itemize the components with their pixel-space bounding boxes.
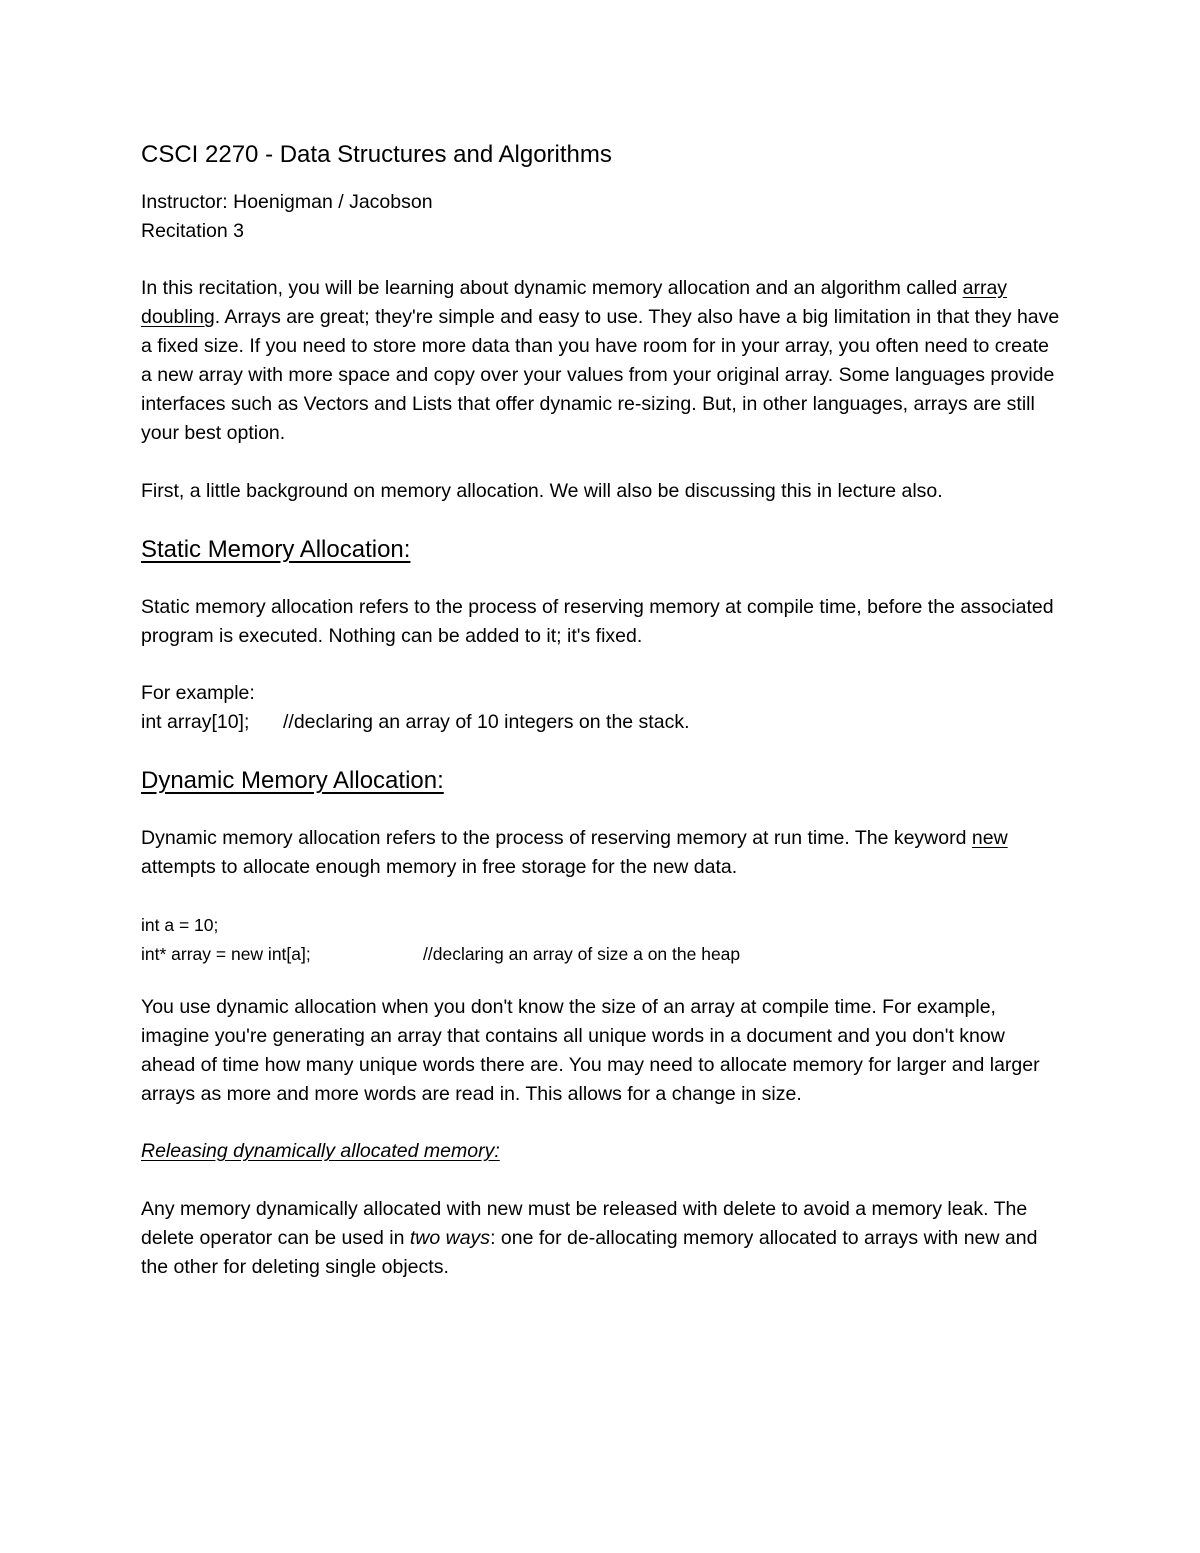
spacer xyxy=(141,651,1061,679)
intro-text-part2: . Arrays are great; they're simple and easy to use. They also have a big limitation in that they have a fixed size. If you need to store more data than you have room for in your array, you often need to create a new array with more space and copy over your values from your original array. Some languages provide interfaces such as Vectors and Lists that offer dynamic re-sizing. But, in other languages, arrays are still your best option. xyxy=(141,306,1060,444)
spacer xyxy=(141,1109,1061,1137)
dynamic-allocation-heading: Dynamic Memory Allocation: xyxy=(141,767,444,794)
release-text-part2: : one for de-allocating memory allocated to arrays with new and the other for deleting single objects. xyxy=(141,1227,1038,1278)
static-example-code: int array[10]; xyxy=(141,711,250,733)
spacer xyxy=(141,796,1061,824)
spacer xyxy=(141,737,1061,766)
dynamic-description-part1: Dynamic memory allocation refers to the process of reserving memory at run time. The keyword xyxy=(141,827,972,849)
document-title: CSCI 2270 - Data Structures and Algorithms xyxy=(141,141,612,168)
array-doubling-term: array doubling xyxy=(141,277,1008,328)
dynamic-code-line-2-comment: //declaring an array of size a on the heap xyxy=(423,944,741,964)
document-page xyxy=(141,140,1061,1282)
release-text-part1: Any memory dynamically allocated with new must be released with delete to avoid a memory leak. The delete operator can be used in xyxy=(141,1198,1028,1249)
spacer xyxy=(141,1166,1061,1195)
recitation-line: Recitation 3 xyxy=(141,220,244,242)
intro-paragraph xyxy=(141,274,1061,448)
spacer xyxy=(141,882,1061,911)
instructor-line: Instructor: Hoenigman / Jacobson xyxy=(141,191,433,213)
spacer xyxy=(141,448,1061,477)
spacer xyxy=(141,565,1061,593)
static-allocation-heading: Static Memory Allocation: xyxy=(141,536,411,563)
releasing-memory-paragraph xyxy=(141,1195,1061,1282)
background-paragraph: First, a little background on memory allocation. We will also be discussing this in lecture also. xyxy=(141,480,943,502)
static-allocation-description: Static memory allocation refers to the process of reserving memory at compile time, before the associated program is executed. Nothing can be added to it; it's fixed. xyxy=(141,596,1054,647)
dynamic-allocation-description xyxy=(141,824,1061,882)
intro-text-part1: In this recitation, you will be learning about dynamic memory allocation and an algorithm called xyxy=(141,277,963,299)
dynamic-code-line-2-code: int* array = new int[a]; xyxy=(141,944,311,964)
example-label: For example: xyxy=(141,682,255,704)
spacer xyxy=(141,969,1061,993)
dynamic-code-line-2 xyxy=(141,940,1061,969)
dynamic-usage-paragraph: You use dynamic allocation when you don't know the size of an array at compile time. For example, imagine you're generating an array that contains all unique words in a document and you don't know ahead of time how many unique words there are. You may need to allocate memory for larger and larger arrays as more and more words are read in. This allows for a change in size. xyxy=(141,996,1040,1105)
spacer xyxy=(141,246,1061,274)
static-example-line xyxy=(141,708,1061,737)
dynamic-code-line-1: int a = 10; xyxy=(141,915,219,935)
new-keyword: new xyxy=(971,827,1008,849)
dynamic-description-part2: attempts to allocate enough memory in free storage for the new data. xyxy=(141,856,738,878)
releasing-memory-heading: Releasing dynamically allocated memory: xyxy=(141,1140,500,1162)
static-example-comment: //declaring an array of 10 integers on the stack. xyxy=(283,711,690,733)
spacer xyxy=(141,506,1061,535)
two-ways-emphasis: two ways xyxy=(409,1227,491,1249)
